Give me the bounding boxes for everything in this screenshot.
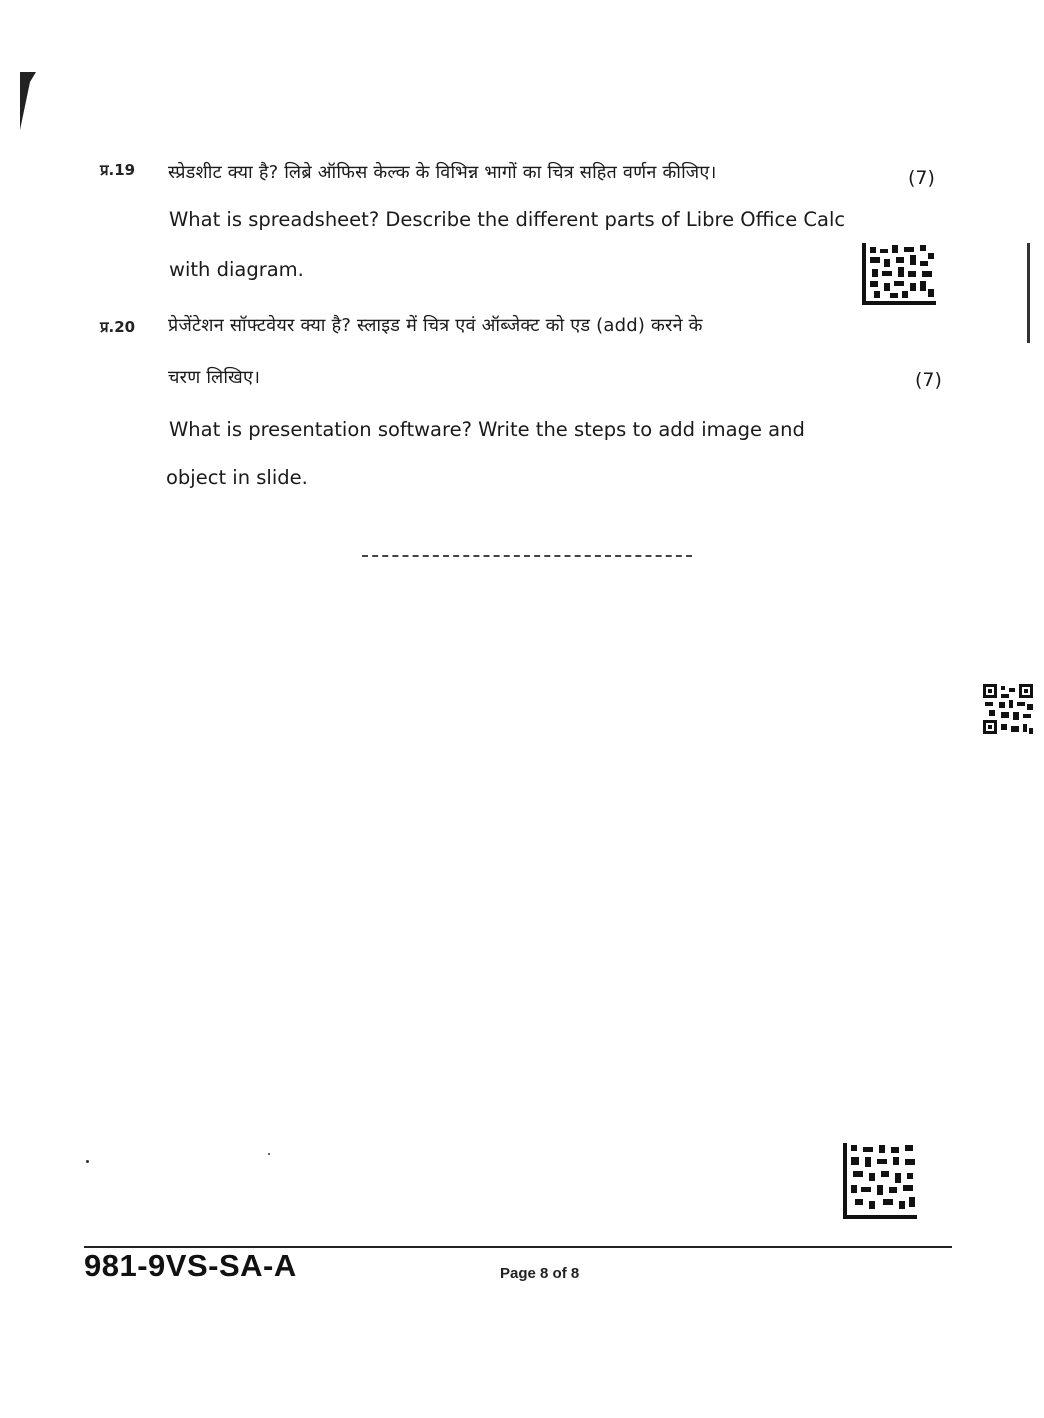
end-separator-line xyxy=(362,555,692,557)
qr-code-side xyxy=(983,684,1033,734)
scan-speck xyxy=(86,1160,89,1163)
q20-number: प्र.20 xyxy=(100,318,136,336)
q19-marks: (7) xyxy=(908,167,935,189)
q20-english-line2: object in slide. xyxy=(166,466,308,489)
q19-hindi-text: स्प्रेडशीट क्या है? लिब्रे ऑफिस केल्क के विभिन्न भागों का चित्र सहित वर्णन कीजिए। xyxy=(168,162,717,183)
corner-registration-mark xyxy=(20,72,36,130)
q20-hindi-line2: चरण लिखिए। xyxy=(168,367,261,388)
q19-english-line2: with diagram. xyxy=(169,258,304,281)
q20-english-line1: What is presentation software? Write the steps to add image and xyxy=(169,418,805,441)
datamatrix-code-bottom xyxy=(843,1143,917,1219)
q20-marks: (7) xyxy=(915,369,942,391)
q19-number: प्र.19 xyxy=(100,161,136,179)
scan-edge-line xyxy=(1027,243,1030,343)
datamatrix-code-top xyxy=(862,243,936,305)
scan-speck xyxy=(268,1153,270,1155)
paper-code: 981-9VS-SA-A xyxy=(84,1248,297,1283)
q19-english-line1: What is spreadsheet? Describe the different parts of Libre Office Calc xyxy=(169,208,846,231)
q20-hindi-line1: प्रेजेंटेशन सॉफ्टवेयर क्या है? स्लाइड में चित्र एवं ऑब्जेक्ट को एड (add) करने के xyxy=(168,315,703,336)
page-number: Page 8 of 8 xyxy=(500,1265,580,1282)
